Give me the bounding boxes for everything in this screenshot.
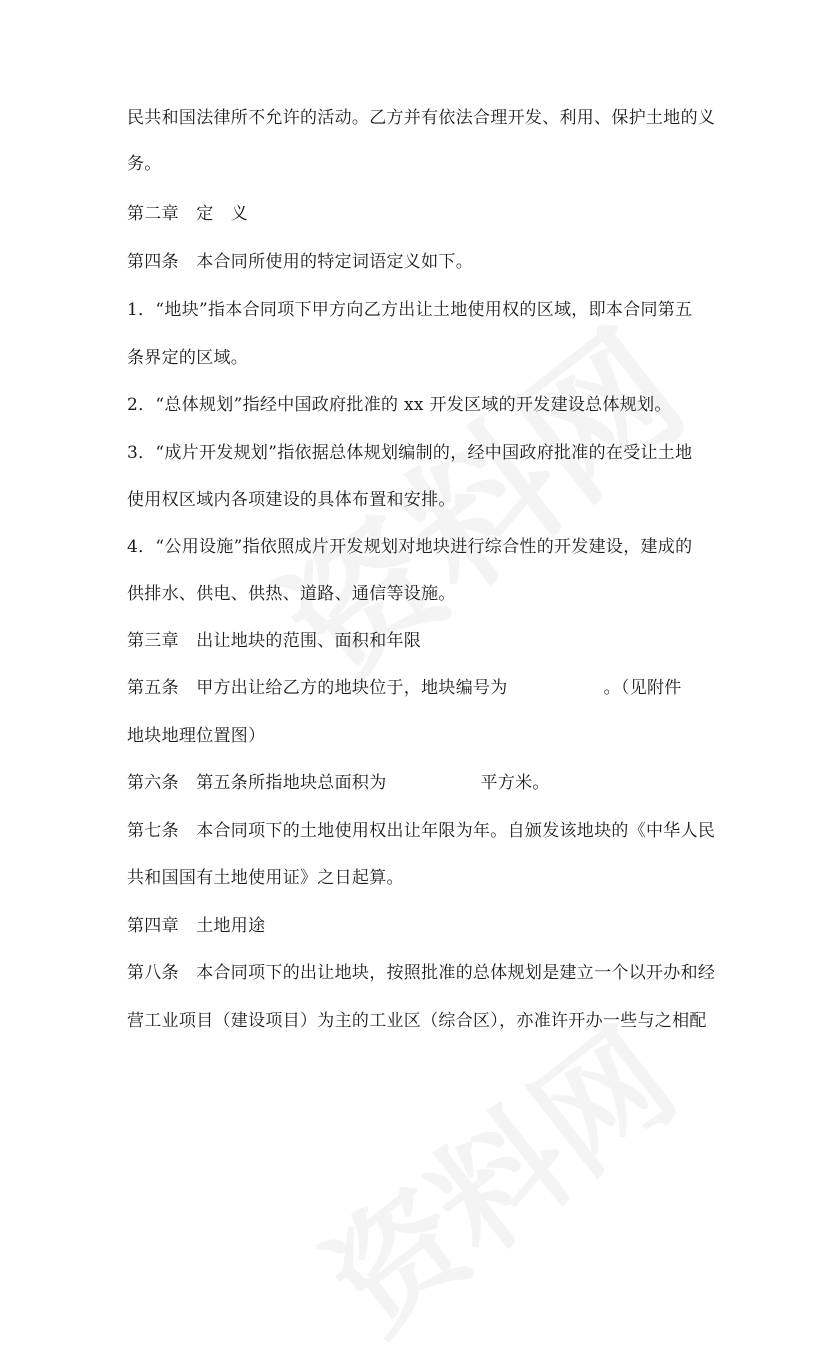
article-text: 第四条 本合同所使用的特定词语定义如下。 — [127, 252, 473, 272]
article-5-text-end: 。（见附件 — [603, 678, 682, 698]
article-text: 第八条 本合同项下的出让地块，按照批准的总体规划是建立一个以开办和经 — [127, 963, 716, 983]
article-6 — [127, 771, 550, 795]
article-5-text: 第五条 甲方出让给乙方的地块位于，地块编号为 — [127, 678, 508, 698]
article-text: 第七条 本合同项下的土地使用权出让年限为年。自颁发该地块的《中华人民 — [127, 821, 716, 841]
text-line: 供排水、供电、供热、道路、通信等设施。 — [127, 584, 456, 604]
text-line: 条界定的区域。 — [127, 348, 249, 368]
definition-item: 2．“总体规划”指经中国政府批准的 xx 开发区域的开发建设总体规划。 — [127, 395, 672, 415]
chapter-heading: 第二章 定 义 — [127, 204, 249, 224]
definition-item: 3．“成片开发规划”指依据总体规划编制的，经中国政府批准的在受让土地 — [127, 443, 693, 463]
definition-item: 1．“地块”指本合同项下甲方向乙方出让土地使用权的区域，即本合同第五 — [127, 300, 693, 320]
article-6-text: 第六条 第五条所指地块总面积为 — [127, 773, 387, 793]
text-line: 共和国国有土地使用证》之日起算。 — [127, 868, 404, 888]
text-line: 使用权区域内各项建设的具体布置和安排。 — [127, 490, 456, 510]
chapter-heading: 第三章 出让地块的范围、面积和年限 — [127, 631, 422, 651]
text-line: 务。 — [127, 154, 162, 174]
article-5 — [127, 676, 682, 700]
article-6-text-end: 平方米。 — [480, 773, 550, 793]
definition-item: 4．“公用设施”指依照成片开发规划对地块进行综合性的开发建设，建成的 — [127, 537, 693, 557]
watermark-bottom — [284, 980, 706, 1367]
text-line: 民共和国法律所不允许的活动。乙方并有依法合理开发、利用、保护土地的义 — [127, 108, 716, 128]
text-line: 营工业项目（建设项目）为主的工业区（综合区），亦准许开办一些与之相配 — [127, 1011, 707, 1031]
chapter-heading: 第四章 土地用途 — [127, 916, 266, 936]
text-line: 地块地理位置图） — [127, 726, 266, 746]
